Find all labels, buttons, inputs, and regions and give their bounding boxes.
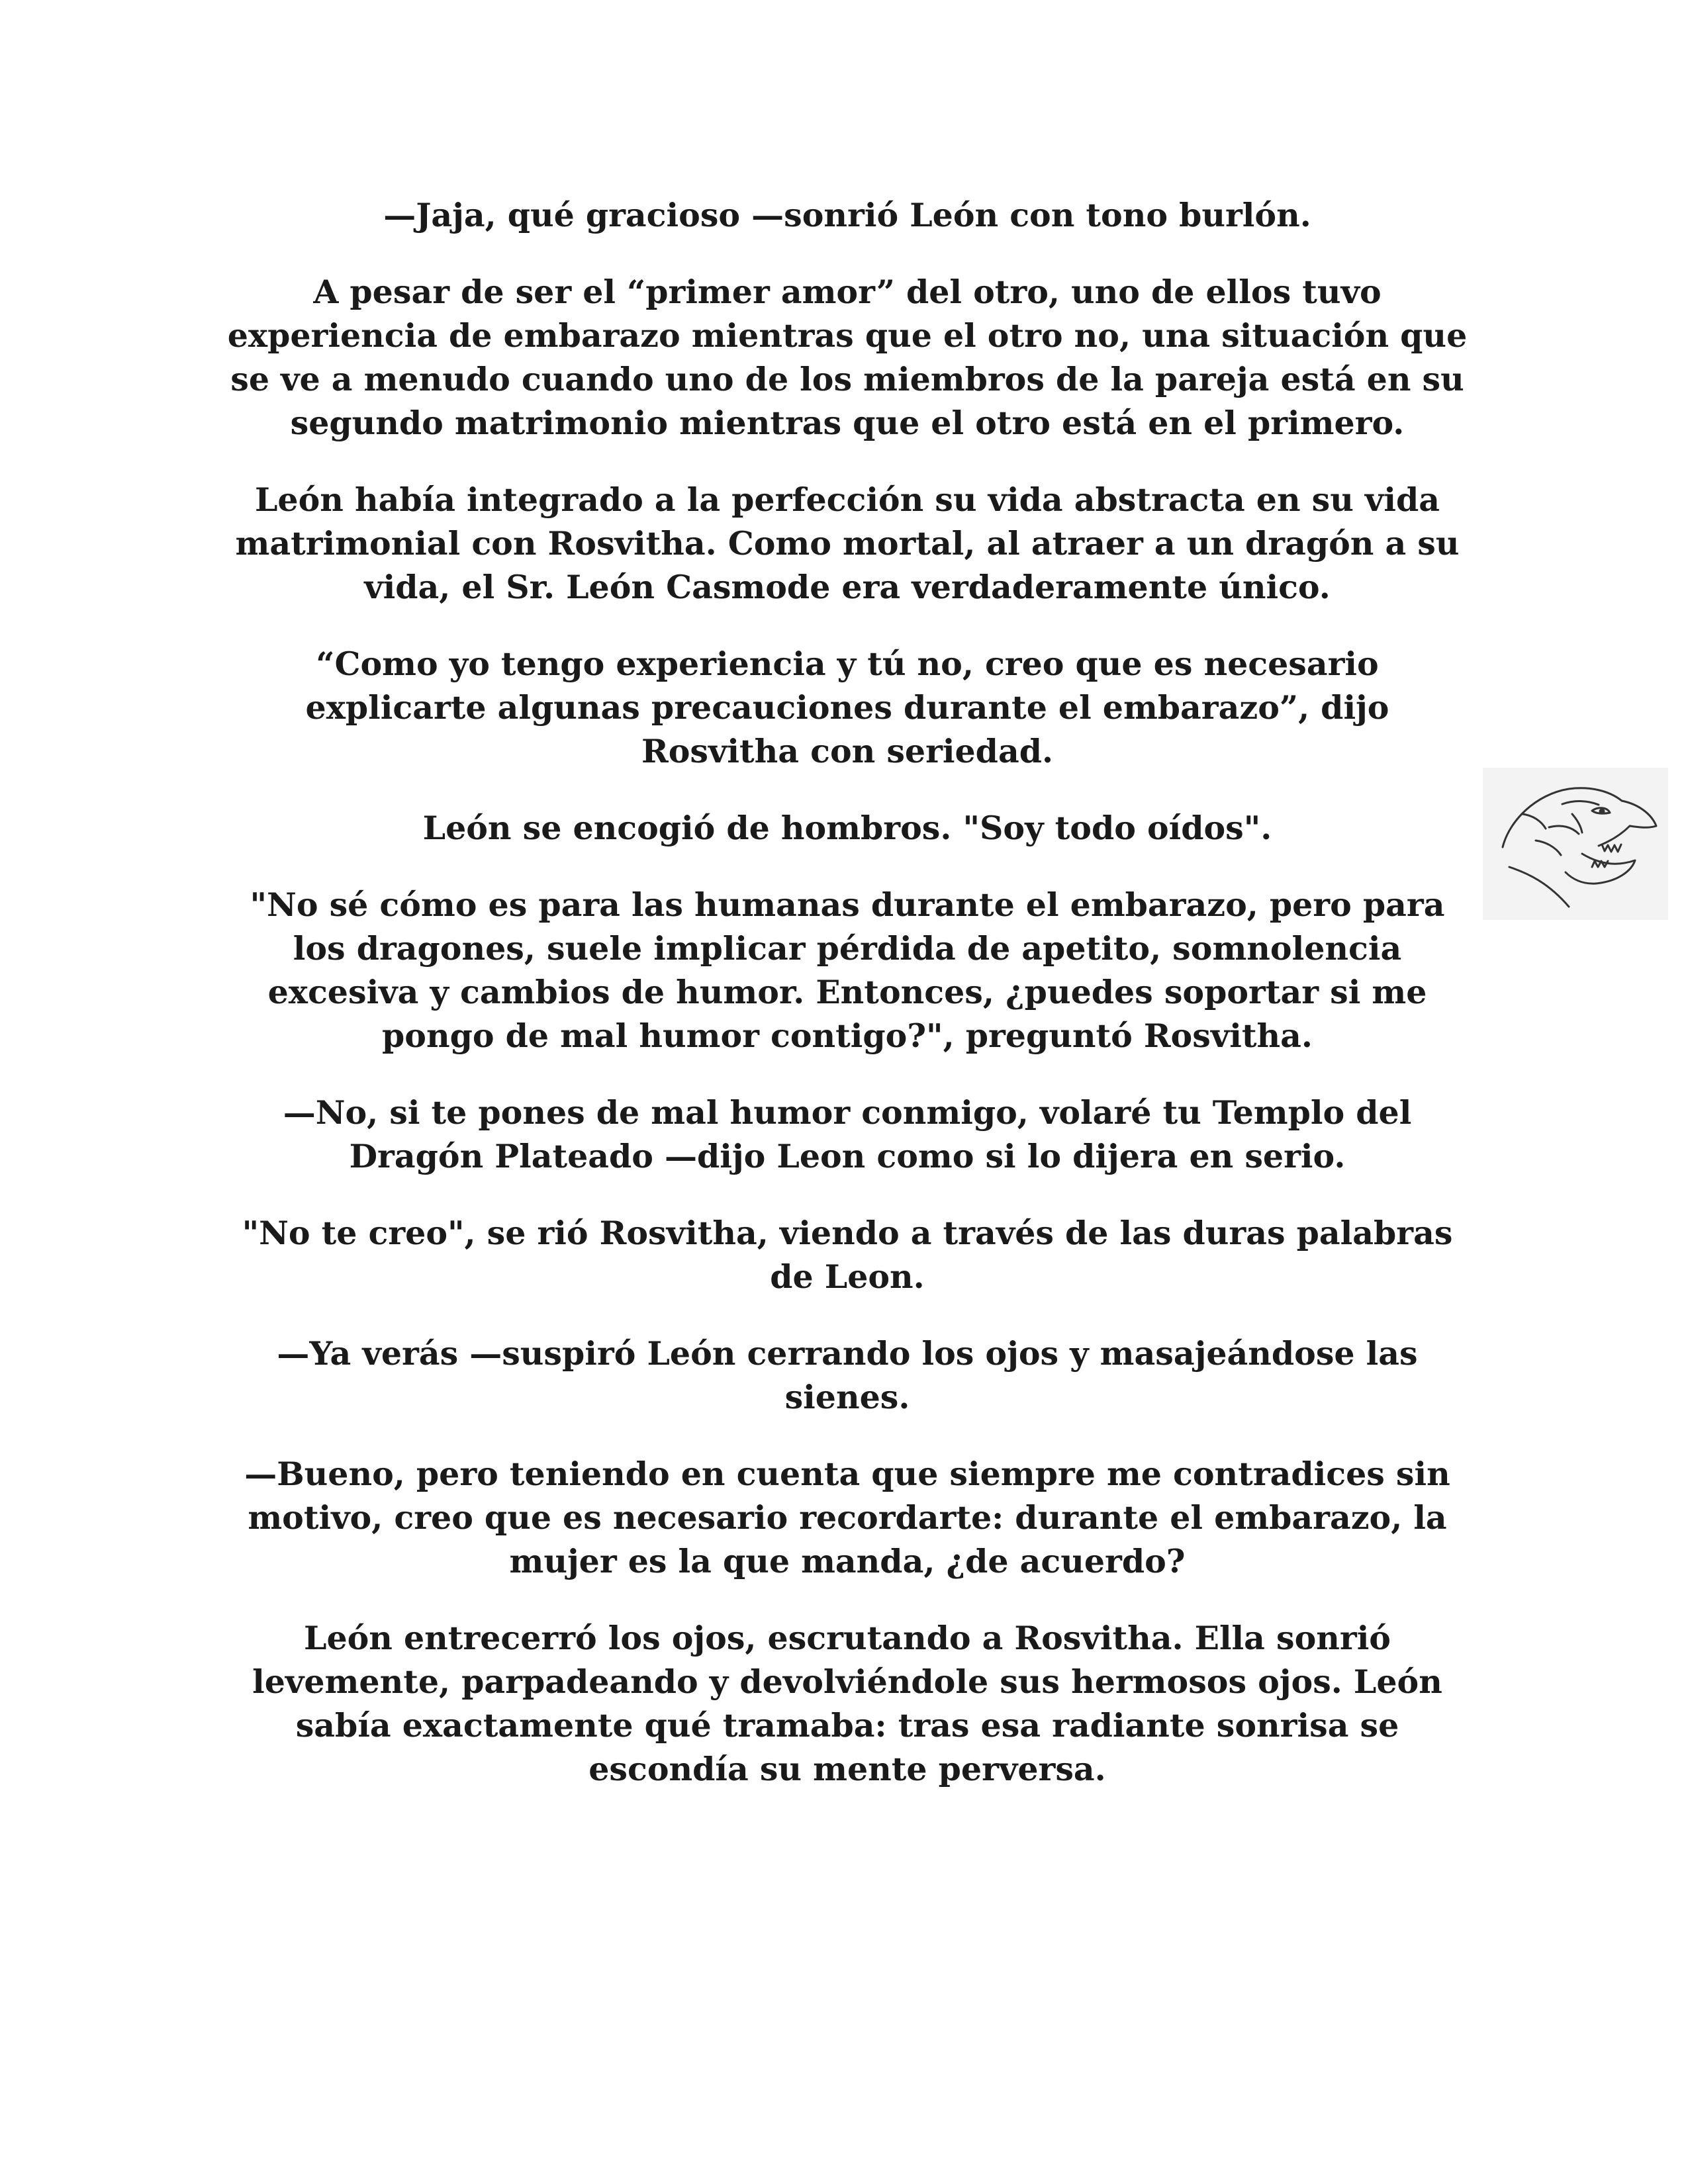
paragraph-10: —Bueno, pero teniendo en cuenta que siempre me contradices sin motivo, creo que es necesario recordarte: durante el embarazo, la mujer es la que manda, ¿de acuerdo? [244, 1455, 1450, 1580]
paragraph-5: León se encogió de hombros. "Soy todo oídos". [422, 809, 1272, 847]
paragraph-7: —No, si te pones de mal humor conmigo, volaré tu Templo del Dragón Plateado —dijo Leon como si lo dijera en serio. [283, 1093, 1412, 1175]
paragraph-2: A pesar de ser el “primer amor” del otro, uno de ellos tuvo experiencia de embarazo mientras que el otro no, una situación que se ve a menudo cuando uno de los miembros de la pareja está en su segundo matrimonio mientras que el otro está en el primero. [227, 273, 1468, 442]
paragraph-3: León había integrado a la perfección su vida abstracta en su vida matrimonial con Rosvitha. Como mortal, al atraer a un dragón a su vida, el Sr. León Casmode era verdaderamente único. [235, 480, 1460, 606]
paragraph-8: "No te creo", se rió Rosvitha, viendo a través de las duras palabras de Leon. [242, 1214, 1453, 1296]
paragraph-1: —Jaja, qué gracioso —sonrió León con tono burlón. [383, 196, 1311, 234]
document-body [225, 193, 1470, 1824]
paragraph-11: León entrecerró los ojos, escrutando a Rosvitha. Ella sonrió levemente, parpadeando y devolviéndole sus hermosos ojos. León sabía exactamente qué tramaba: tras esa radiante sonrisa se escondía su mente perversa. [252, 1619, 1442, 1788]
paragraph-6: "No sé cómo es para las humanas durante el embarazo, pero para los dragones, suele implicar pérdida de apetito, somnolencia excesiva y cambios de humor. Entonces, ¿puedes soportar si me pongo de mal humor contigo?", preguntó Rosvitha. [250, 886, 1445, 1055]
paragraph-9: —Ya verás —suspiró León cerrando los ojos y masajeándose las sienes. [277, 1334, 1418, 1416]
paragraph-4: “Como yo tengo experiencia y tú no, creo que es necesario explicarte algunas precauciones durante el embarazo”, dijo Rosvitha con seriedad. [305, 645, 1389, 770]
dinosaur-head-sketch-icon [1483, 768, 1668, 920]
